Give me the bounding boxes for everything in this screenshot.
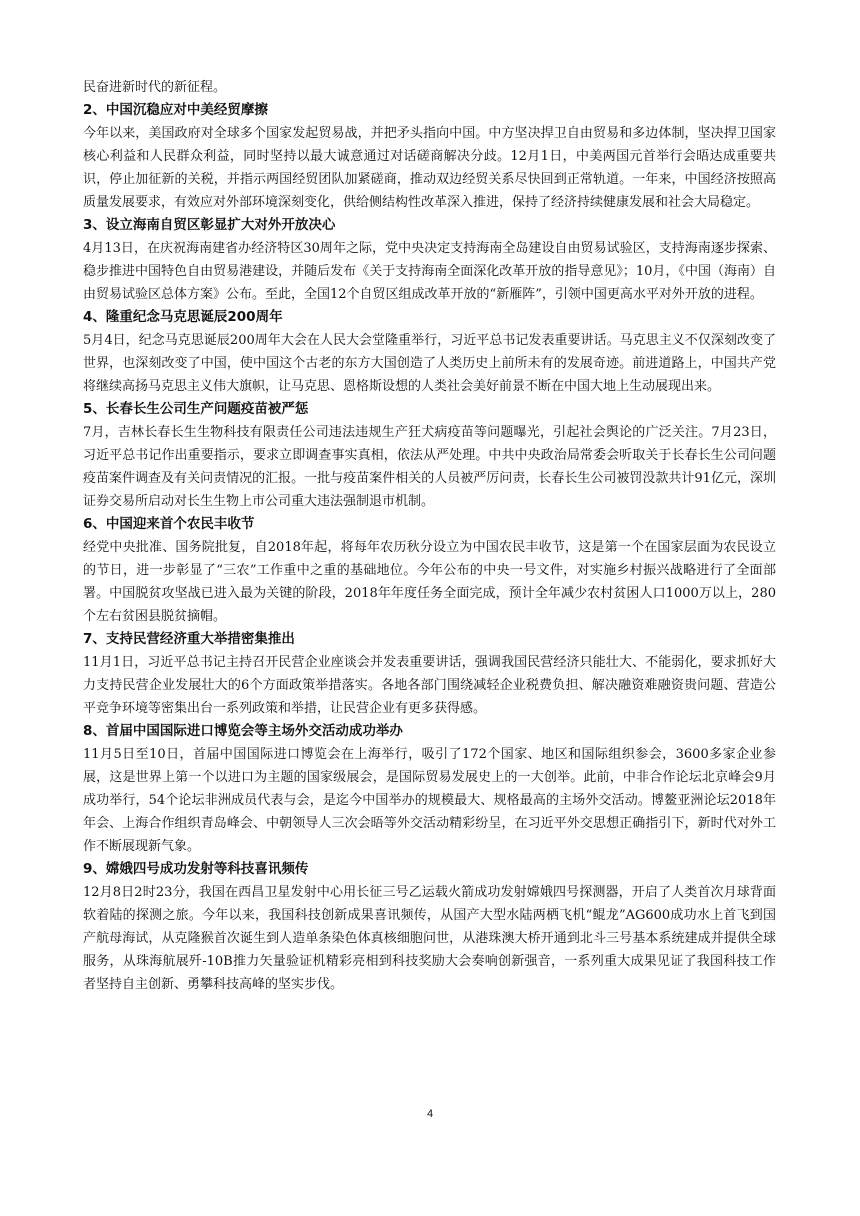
- section-heading: 4、隆重纪念马克思诞辰200周年: [83, 309, 283, 325]
- page-content: [83, 76, 776, 996]
- section-body: 今年以来，美国政府对全球多个国家发起贸易战，并把矛头指向中国。中方坚决捍卫自由贸易和多边体制，坚决捍卫国家核心利益和人民群众利益，同时坚持以最大诚意通过对话磋商解决分歧。12月1日，中美两国元首举行会晤达成重要共识，停止加征新的关税，并指示两国经贸团队加紧磋商，推动双边经贸关系尽快回到正常轨道。一年来，中国经济按照高质量发展要求，有效应对外部环境深刻变化，供给侧结构性改革深入推进，保持了经济持续健康发展和社会大局稳定。: [83, 126, 776, 210]
- section-heading: 2、中国沉稳应对中美经贸摩擦: [83, 102, 268, 118]
- page-number: 4: [426, 1108, 434, 1120]
- section-body: 12月8日2时23分，我国在西昌卫星发射中心用长征三号乙运载火箭成功发射嫦娥四号探测器，开启了人类首次月球背面软着陆的探测之旅。今年以来，我国科技创新成果喜讯频传，从国产大型水陆两栖飞机“鲲龙”AG600成功水上首飞到国产航母海试，从克隆猴首次诞生到人造单条染色体真核细胞问世，从港珠澳大桥开通到北斗三号基本系统建成并提供全球服务，从珠海航展歼-10B推力矢量验证机精彩亮相到科技奖励大会奏响创新强音，一系列重大成果见证了我国科技工作者坚持自主创新、勇攀科技高峰的坚实步伐。: [83, 885, 776, 992]
- section-body: 11月1日，习近平总书记主持召开民营企业座谈会并发表重要讲话，强调我国民营经济只能壮大、不能弱化，要求抓好大力支持民营企业发展壮大的6个方面政策举措落实。各地各部门围绕减轻企业税费负担、解决融资难融资贵问题、营造公平竞争环境等密集出台一系列政策和举措，让民营企业有更多获得感。: [83, 655, 776, 716]
- section-heading: 7、支持民营经济重大举措密集推出: [83, 631, 295, 647]
- section-body: 11月5日至10日，首届中国国际进口博览会在上海举行，吸引了172个国家、地区和国际组织参会，3600多家企业参展，这是世界上第一个以进口为主题的国家级展会，是国际贸易发展史上的一大创举。此前，中非合作论坛北京峰会9月成功举行，54个论坛非洲成员代表与会，是迄今中国举办的规模最大、规格最高的主场外交活动。博鳌亚洲论坛2018年年会、上海合作组织青岛峰会、中朝领导人三次会晤等外交活动精彩纷呈，在习近平外交思想正确指引下，新时代对外工作不断展现新气象。: [83, 747, 776, 854]
- section-heading: 3、设立海南自贸区彰显扩大对外开放决心: [83, 217, 336, 233]
- section-heading: 8、首届中国国际进口博览会等主场外交活动成功举办: [83, 723, 403, 739]
- section-body: 经党中央批准、国务院批复，自2018年起，将每年农历秋分设立为中国农民丰收节，这是第一个在国家层面为农民设立的节日，进一步彰显了“三农”工作重中之重的基础地位。今年公布的中央一号文件，对实施乡村振兴战略进行了全面部署。中国脱贫攻坚战已进入最为关键的阶段，2018年年度任务全面完成，预计全年减少农村贫困人口1000万以上，280个左右贫困县脱贫摘帽。: [83, 540, 776, 624]
- section-heading: 5、长春长生公司生产问题疫苗被严惩: [83, 401, 309, 417]
- section-heading: 6、中国迎来首个农民丰收节: [83, 516, 255, 532]
- intro-line: 民奋进新时代的新征程。: [83, 80, 227, 95]
- section-body: 5月4日，纪念马克思诞辰200周年大会在人民大会堂隆重举行，习近平总书记发表重要讲话。马克思主义不仅深刻改变了世界，也深刻改变了中国，使中国这个古老的东方大国创造了人类历史上前所未有的发展奇迹。前进道路上，中国共产党将继续高扬马克思主义伟大旗帜，让马克思、恩格斯设想的人类社会美好前景不断在中国大地上生动展现出来。: [83, 333, 776, 394]
- section-body: 7月，吉林长春长生生物科技有限责任公司违法违规生产狂犬病疫苗等问题曝光，引起社会舆论的广泛关注。7月23日，习近平总书记作出重要指示，要求立即调查事实真相，依法从严处理。中共中央政治局常委会听取关于长春长生公司问题疫苗案件调查及有关问责情况的汇报。一批与疫苗案件相关的人员被严厉问责，长春长生公司被罚没款共计91亿元，深圳证券交易所启动对长生生物上市公司重大违法强制退市机制。: [83, 425, 776, 509]
- section-body: 4月13日，在庆祝海南建省办经济特区30周年之际，党中央决定支持海南全岛建设自由贸易试验区，支持海南逐步探索、稳步推进中国特色自由贸易港建设，并随后发布《关于支持海南全面深化改革开放的指导意见》；10月，《中国（海南）自由贸易试验区总体方案》公布。至此，全国12个自贸区组成改革开放的“新雁阵”，引领中国更高水平对外开放的进程。: [83, 241, 776, 302]
- section-heading: 9、嫦娥四号成功发射等科技喜讯频传: [83, 861, 309, 877]
